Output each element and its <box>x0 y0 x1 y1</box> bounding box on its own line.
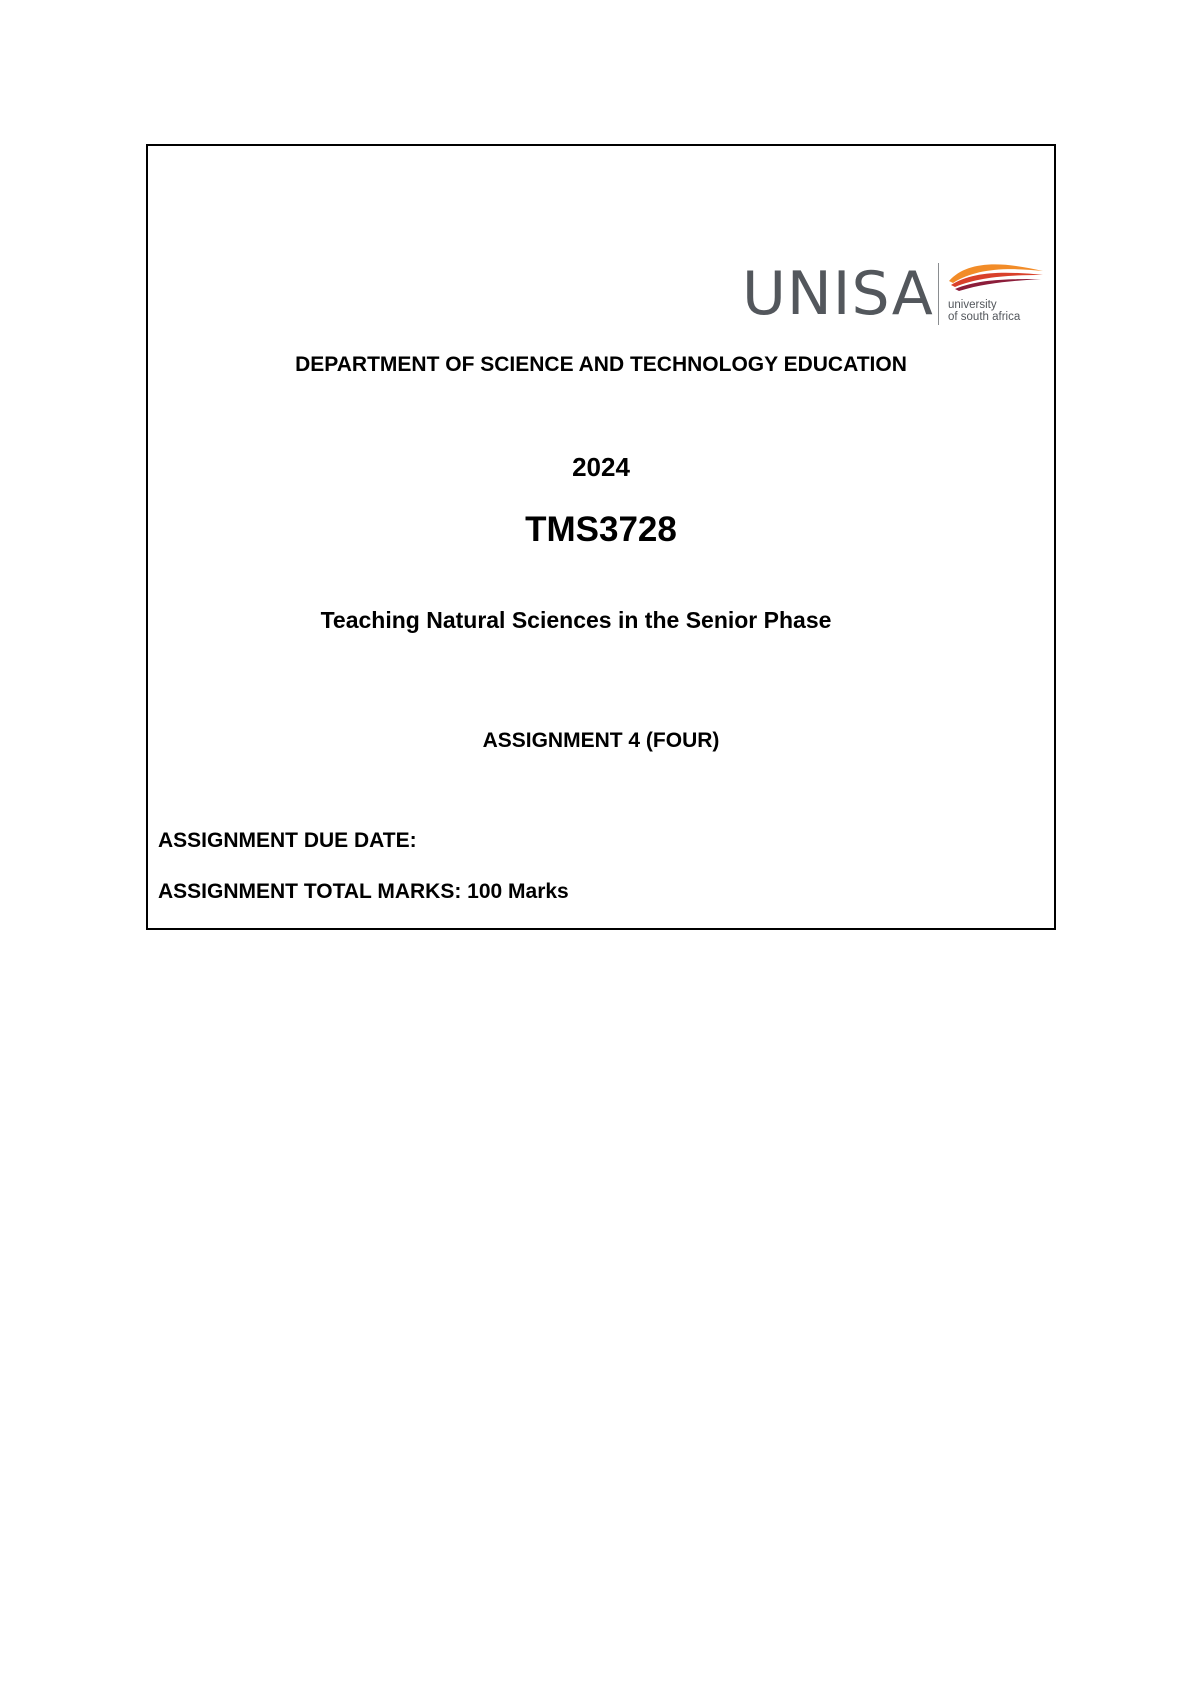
logo-tagline-line2: of south africa <box>948 311 1021 323</box>
logo-tagline <box>948 299 1020 323</box>
logo-tagline-line1: university <box>948 299 997 311</box>
unisa-logo <box>742 259 1042 329</box>
swoosh-icon <box>945 259 1045 299</box>
department-heading: DEPARTMENT OF SCIENCE AND TECHNOLOGY EDUCATION <box>295 353 907 376</box>
due-date-label: ASSIGNMENT DUE DATE: <box>158 829 417 852</box>
year: 2024 <box>572 452 630 482</box>
module-title: Teaching Natural Sciences in the Senior Phase <box>320 607 832 633</box>
logo-divider <box>938 263 939 325</box>
logo-wordmark: UNISA <box>742 259 934 329</box>
total-marks-label: ASSIGNMENT TOTAL MARKS: 100 Marks <box>158 880 569 903</box>
module-code: TMS3728 <box>525 510 677 549</box>
assignment-heading: ASSIGNMENT 4 (FOUR) <box>482 729 720 752</box>
